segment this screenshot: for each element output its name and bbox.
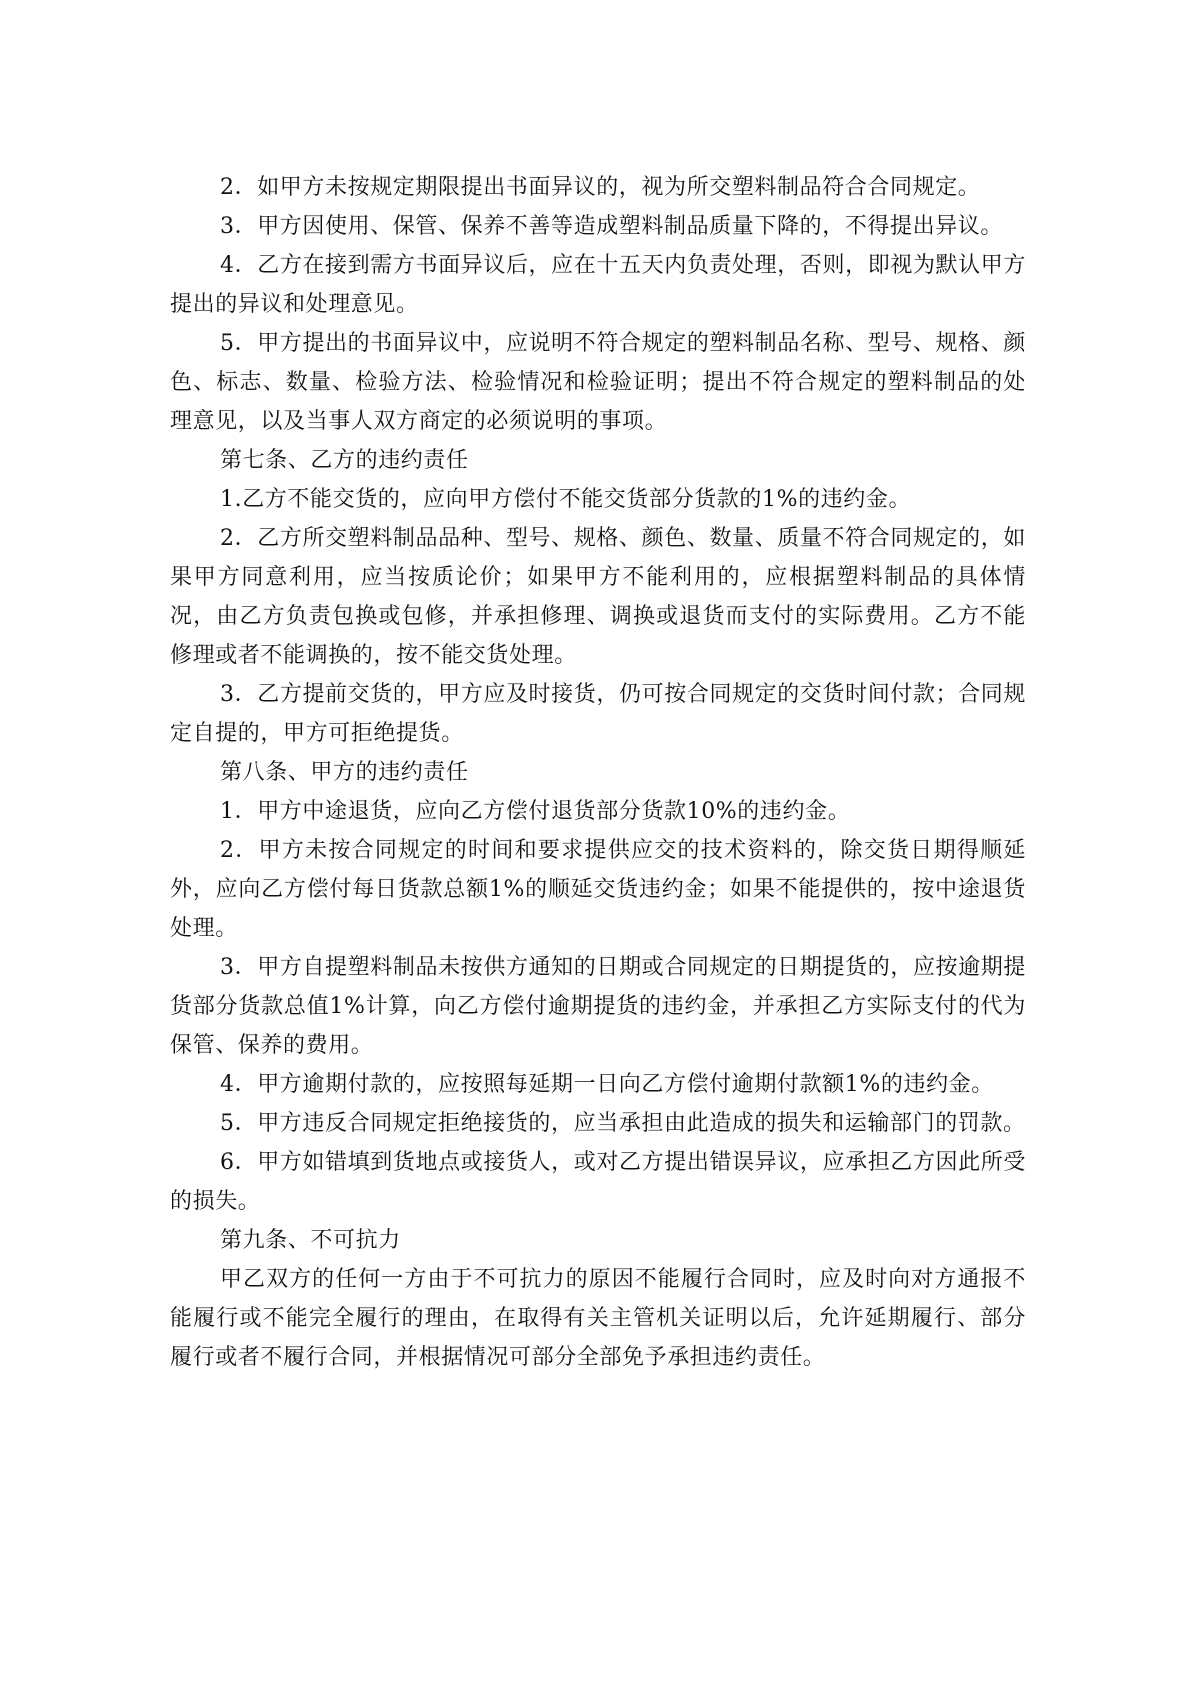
clause-7-item-2: 2．乙方所交塑料制品品种、型号、规格、颜色、数量、质量不符合同规定的，如果甲方同意利用，应当按质论价；如果甲方不能利用的，应根据塑料制品的具体情况，由乙方负责包换或包修，并承担修理、调换或退货而支付的实际费用。乙方不能修理或者不能调换的，按不能交货处理。 (170, 526, 1026, 668)
clause-9-body: 甲乙双方的任何一方由于不可抗力的原因不能履行合同时，应及时向对方通报不能履行或不能完全履行的理由，在取得有关主管机关证明以后，允许延期履行、部分履行或者不履行合同，并根据情况可部分全部免予承担违约责任。 (170, 1267, 1026, 1370)
clause-8-item-4: 4．甲方逾期付款的，应按照每延期一日向乙方偿付逾期付款额1%的违约金。 (220, 1072, 994, 1097)
clause-7-item-1: 1.乙方不能交货的，应向甲方偿付不能交货部分货款的1%的违约金。 (220, 487, 912, 512)
clause-8-item-3: 3．甲方自提塑料制品未按供方通知的日期或合同规定的日期提货的，应按逾期提货部分货款总值1%计算，向乙方偿付逾期提货的违约金，并承担乙方实际支付的代为保管、保养的费用。 (170, 955, 1026, 1058)
document-body (170, 168, 1026, 1377)
clause-6-item-2: 2．如甲方未按规定期限提出书面异议的，视为所交塑料制品符合合同规定。 (220, 175, 981, 200)
clause-8-item-6: 6．甲方如错填到货地点或接货人，或对乙方提出错误异议，应承担乙方因此所受的损失。 (170, 1150, 1026, 1214)
clause-9-heading: 第九条、不可抗力 (220, 1228, 401, 1253)
clause-8-heading: 第八条、甲方的违约责任 (220, 760, 469, 785)
clause-7-item-3: 3．乙方提前交货的，甲方应及时接货，仍可按合同规定的交货时间付款；合同规定自提的，甲方可拒绝提货。 (170, 682, 1026, 746)
clause-7-heading: 第七条、乙方的违约责任 (220, 448, 469, 473)
clause-8-item-5: 5．甲方违反合同规定拒绝接货的，应当承担由此造成的损失和运输部门的罚款。 (220, 1111, 1026, 1136)
clause-8-item-2: 2．甲方未按合同规定的时间和要求提供应交的技术资料的，除交货日期得顺延外，应向乙方偿付每日货款总额1%的顺延交货违约金；如果不能提供的，按中途退货处理。 (170, 838, 1026, 941)
clause-6-item-3: 3．甲方因使用、保管、保养不善等造成塑料制品质量下降的，不得提出异议。 (220, 214, 1003, 239)
clause-8-item-1: 1．甲方中途退货，应向乙方偿付退货部分货款10%的违约金。 (220, 799, 851, 824)
clause-6-item-5: 5．甲方提出的书面异议中，应说明不符合规定的塑料制品名称、型号、规格、颜色、标志、数量、检验方法、检验情况和检验证明；提出不符合规定的塑料制品的处理意见，以及当事人双方商定的必须说明的事项。 (170, 331, 1026, 434)
clause-6-item-4: 4．乙方在接到需方书面异议后，应在十五天内负责处理，否则，即视为默认甲方提出的异议和处理意见。 (170, 253, 1026, 317)
